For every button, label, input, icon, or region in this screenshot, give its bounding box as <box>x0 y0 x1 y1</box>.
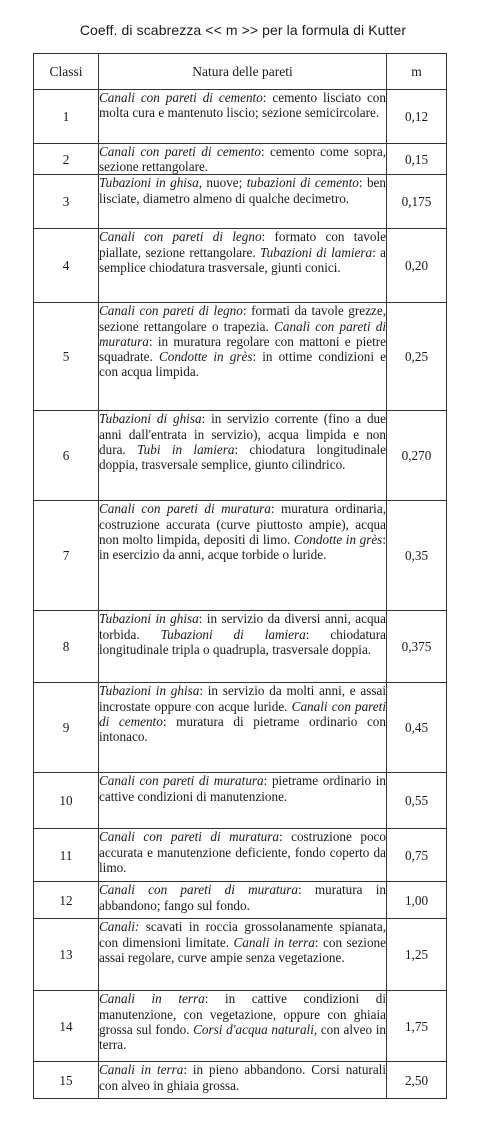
table-row <box>34 303 447 411</box>
description-text: : in muratura regolare con mattoni e pietre squadrate. <box>99 333 386 365</box>
classe-cell: 9 <box>34 683 99 773</box>
m-value-cell: 0,270 <box>387 411 447 501</box>
classe-cell: 11 <box>34 829 99 882</box>
m-value-cell: 1,75 <box>387 991 447 1062</box>
description-cell <box>99 411 387 501</box>
classe-cell: 6 <box>34 411 99 501</box>
description-italic-term: Condotte in grès <box>293 531 383 547</box>
table-row <box>34 175 447 229</box>
description-italic-term: Tubazioni in ghisa <box>99 683 200 699</box>
description-italic-term: Canali in terra <box>99 1062 184 1078</box>
table-body <box>34 90 447 1099</box>
description-text: : in servizio da diversi anni, acqua torbida. <box>99 611 386 642</box>
description-text: : in servizio corrente (fino a due anni dall'entrata in servizio), acqua limpida e non dura. <box>99 411 387 457</box>
roughness-table <box>33 53 447 1099</box>
description-cell <box>99 175 387 229</box>
classe-cell: 5 <box>34 303 99 411</box>
description-text: : muratura di pietrame ordinario con intonaco. <box>99 713 386 745</box>
description-italic-term: Canali con pareti di muratura <box>99 882 298 898</box>
classe-cell: 1 <box>34 90 99 144</box>
description-italic-term: Tubazioni di ghisa <box>99 411 202 427</box>
header-natura: Natura delle pareti <box>99 54 387 90</box>
table-row <box>34 1062 447 1099</box>
description-italic-term: tubazioni di cemento <box>246 175 359 191</box>
description-italic-term: Tubazioni di lamiera <box>260 244 373 260</box>
m-value-cell: 0,25 <box>387 303 447 411</box>
description-text: : cemento come sopra, sezione rettangolare. <box>99 144 386 175</box>
m-value-cell: 0,375 <box>387 611 447 683</box>
description-text: : muratura ordinaria, costruzione accurata (curve piuttosto ampie), acqua non molto limpida, depositi di limo. <box>99 501 386 547</box>
description-cell <box>99 229 387 303</box>
description-italic-term: Tubazioni di lamiera <box>160 626 306 642</box>
description-italic-term: Canali con pareti di legno <box>99 229 262 245</box>
description-cell <box>99 991 387 1062</box>
page-title: Coeff. di scabrezza << m >> per la formula di Kutter <box>79 22 407 38</box>
table-row <box>34 611 447 683</box>
table-row <box>34 829 447 882</box>
table-row <box>34 882 447 919</box>
description-italic-term: Canali: <box>99 919 140 935</box>
description-text: : costruzione poco accurata e manutenzione deficiente, fondo coperto da limo. <box>99 829 386 875</box>
description-italic-term: Tubi in lamiera <box>137 441 235 457</box>
table-row <box>34 411 447 501</box>
table-row <box>34 919 447 991</box>
description-italic-term: Canali in terra <box>233 934 315 950</box>
description-cell <box>99 683 387 773</box>
m-value-cell: 0,75 <box>387 829 447 882</box>
classe-cell: 3 <box>34 175 99 229</box>
description-italic-term: Canali in terra <box>99 991 205 1007</box>
table-header-row <box>34 54 447 90</box>
header-m: m <box>387 54 447 90</box>
description-text: : con sezione assai regolare, curve ampie senza vegetazione. <box>99 934 387 965</box>
m-value-cell: 0,20 <box>387 229 447 303</box>
description-text: , con alveo in terra. <box>99 1021 386 1053</box>
description-text: , nuove; <box>198 175 247 191</box>
m-value-cell: 0,12 <box>387 90 447 144</box>
description-italic-term: Corsi d'acqua naturali <box>193 1021 314 1037</box>
description-text: : chiodatura longitudinale tripla o quadrupla, trasversale doppia. <box>99 626 386 657</box>
classe-cell: 14 <box>34 991 99 1062</box>
table-row <box>34 991 447 1062</box>
description-text: : in servizio da molti anni, e assai incrostate oppure con acque luride. <box>99 683 386 714</box>
description-text: : muratura in abbandono; fango sul fondo. <box>99 882 386 913</box>
table-row <box>34 501 447 611</box>
description-cell <box>99 829 387 882</box>
classe-cell: 7 <box>34 501 99 611</box>
description-cell <box>99 919 387 991</box>
header-classe: Classi <box>34 54 99 90</box>
m-value-cell: 1,00 <box>387 882 447 919</box>
description-text: : in esercizio da anni, acque torbide o luride. <box>99 531 386 563</box>
description-text: : ben lisciate, diametro almeno di qualche decimetro. <box>99 175 386 206</box>
description-cell <box>99 1062 387 1099</box>
description-cell <box>99 882 387 919</box>
description-text: : chiodatura longitudinale doppia, trasversale semplice, giunto cilindrico. <box>99 441 386 473</box>
description-text: : in pieno abbandono. Corsi naturali con alveo in ghiaia grossa. <box>99 1062 387 1093</box>
table-row <box>34 683 447 773</box>
m-value-cell: 1,25 <box>387 919 447 991</box>
description-text: : a semplice chiodatura trasversale, giunti conici. <box>99 244 386 275</box>
description-text: : formati da tavole grezze, sezione rettangolare o trapezia. <box>99 303 387 334</box>
description-text: : formato con tavole piallate, sezione rettangolare. <box>99 229 387 260</box>
description-italic-term: Canali con pareti di cemento <box>99 144 261 159</box>
table-row <box>34 229 447 303</box>
description-text: : cemento lisciato con molta cura e mantenuto liscio; sezione semicircolare. <box>99 90 386 121</box>
table-row <box>34 90 447 144</box>
m-value-cell: 0,35 <box>387 501 447 611</box>
description-italic-term: Canali con pareti di muratura <box>99 318 386 349</box>
description-text: : in ottime condizioni e con acqua limpida. <box>99 349 387 380</box>
description-cell <box>99 303 387 411</box>
description-text: scavati in roccia grossolanamente spianata, con dimensioni limitate. <box>99 919 386 950</box>
description-italic-term: Condotte in grès <box>158 349 253 365</box>
description-italic-term: Tubazioni in ghisa <box>99 611 199 627</box>
classe-cell: 15 <box>34 1062 99 1099</box>
classe-cell: 4 <box>34 229 99 303</box>
m-value-cell: 2,50 <box>387 1062 447 1099</box>
classe-cell: 10 <box>34 773 99 829</box>
description-cell <box>99 144 387 175</box>
description-text: : in cattive condizioni di manutenzione, con vegetazione, oppure con ghiaia grossa sul fondo. <box>99 991 386 1037</box>
description-cell <box>99 501 387 611</box>
description-italic-term: Tubazioni in ghisa <box>99 175 199 191</box>
classe-cell: 2 <box>34 144 99 175</box>
description-cell <box>99 90 387 144</box>
description-cell <box>99 611 387 683</box>
table-row <box>34 144 447 175</box>
description-italic-term: Canali con pareti di legno <box>99 303 243 319</box>
classe-cell: 12 <box>34 882 99 919</box>
description-italic-term: Canali con pareti di cemento <box>99 90 263 105</box>
m-value-cell: 0,15 <box>387 144 447 175</box>
table-row <box>34 773 447 829</box>
description-italic-term: Canali con pareti di muratura <box>99 773 264 789</box>
description-italic-term: Canali con pareti di muratura <box>99 501 271 517</box>
description-italic-term: Canali con pareti di muratura <box>99 829 279 845</box>
description-cell <box>99 773 387 829</box>
m-value-cell: 0,45 <box>387 683 447 773</box>
description-italic-term: Canali con pareti di cemento <box>99 698 386 729</box>
classe-cell: 8 <box>34 611 99 683</box>
classe-cell: 13 <box>34 919 99 991</box>
m-value-cell: 0,55 <box>387 773 447 829</box>
description-text: : pietrame ordinario in cattive condizioni di manutenzione. <box>99 773 386 804</box>
m-value-cell: 0,175 <box>387 175 447 229</box>
